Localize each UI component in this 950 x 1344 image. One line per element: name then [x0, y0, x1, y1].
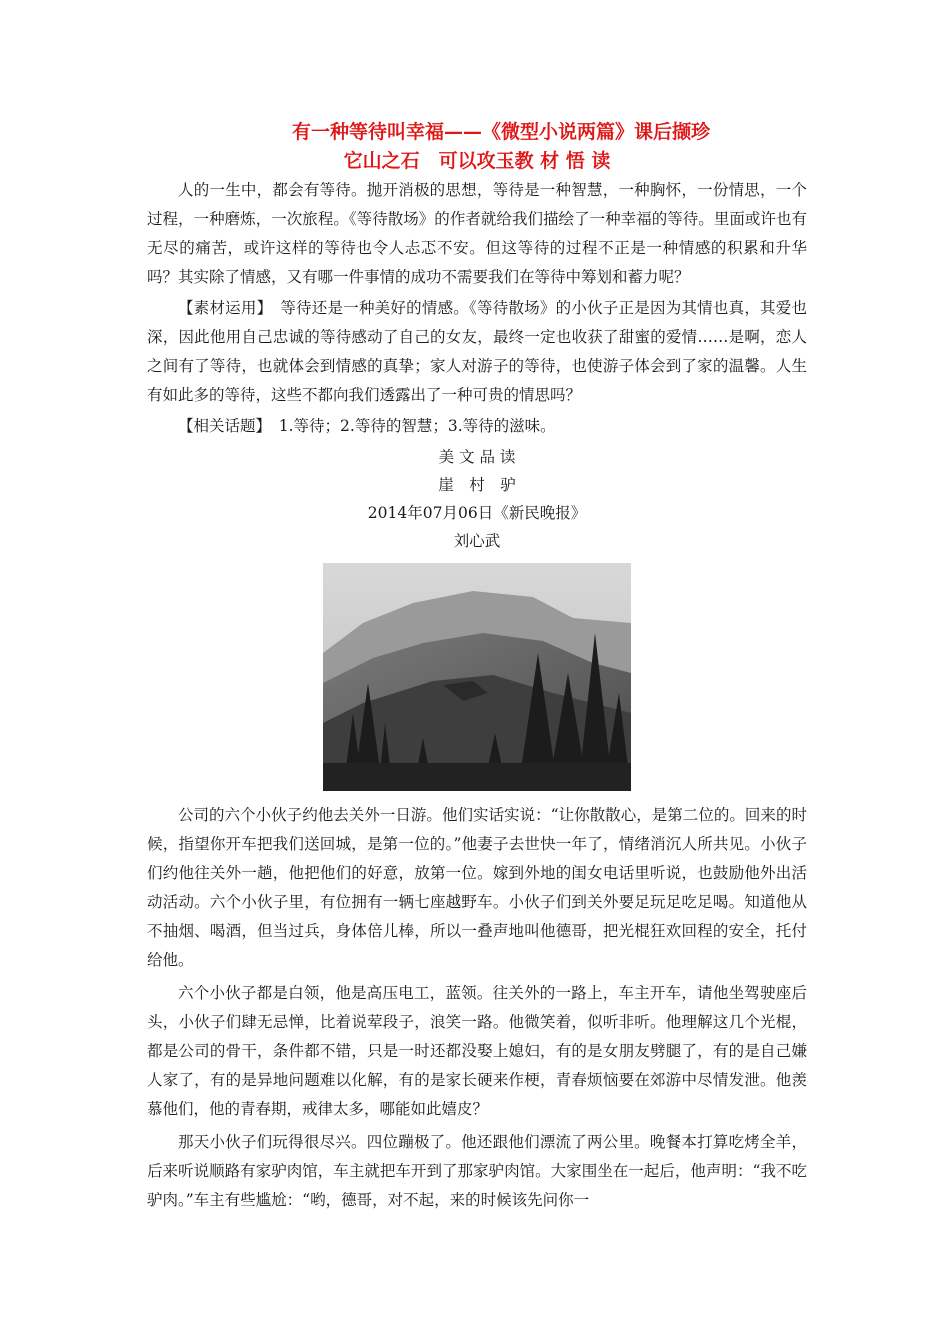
body-paragraph-3: 那天小伙子们玩得很尽兴。四位蹦极了。他还跟他们漂流了两公里。晚餐本打算吃烤全羊，后来听说顺路有家驴肉馆，车主就把车开到了那家驴肉馆。大家围坐在一起后，他声明：“我不吃驴肉。”车主有些尴尬：“哟，德哥，对不起，来的时候该先问你一	[147, 1133, 807, 1209]
body-paragraph-1: 公司的六个小伙子约他去关外一日游。他们实话实说：“让你散散心，是第二位的。回来的时候，指望你开车把我们送回城，是第一位的。”他妻子去世快一年了，情绪消沉人所共见。小伙子们约他往关外一趟，他把他们的好意，放第一位。嫁到外地的闺女电话里听说，也鼓励他外出活动活动。六个小伙子里，有位拥有一辆七座越野车。小伙子们到关外要足玩足吃足喝。知道他从不抽烟、喝酒，但当过兵，身体倍儿棒，所以一叠声地叫他德哥，把光棍狂欢回程的安全，托付给他。	[147, 806, 807, 969]
section-heading: 美 文 品 读	[438, 448, 516, 466]
document-content	[147, 118, 807, 1219]
intro-paragraph: 人的一生中，都会有等待。抛开消极的思想，等待是一种智慧，一种胸怀，一份情思，一个过程，一种磨炼，一次旅程。《等待散场》的作者就给我们描绘了一种幸福的等待。里面或许也有无尽的痛苦，或许这样的等待也令人忐忑不安。但这等待的过程不正是一种情感的积累和升华吗？其实除了情感，又有哪一件事情的成功不需要我们在等待中筹划和蓄力呢？	[147, 181, 807, 286]
article-source: 2014年07月06日《新民晚报》	[367, 504, 587, 522]
mountain-photo-image	[323, 563, 631, 791]
mountain-photo	[323, 563, 631, 791]
related-topics-paragraph: 【相关话题】 1.等待；2.等待的智慧；3.等待的滋味。	[178, 417, 556, 435]
article-author: 刘心武	[453, 532, 501, 550]
material-usage-paragraph: 【素材运用】 等待还是一种美好的情感。《等待散场》的小伙子正是因为其情也真，其爱也深，因此他用自己忠诚的等待感动了自己的女友，最终一定也收获了甜蜜的爱情……是啊，恋人之间有了等待，也就体会到情感的真挚；家人对游子的等待，也使游子体会到了家的温馨。人生有如此多的等待，这些不都向我们透露出了一种可贵的情思吗？	[147, 299, 807, 404]
document-subtitle: 它山之石 可以攻玉教 材 悟 读	[343, 150, 611, 172]
document-title: 有一种等待叫幸福——《微型小说两篇》课后撷珍	[291, 121, 710, 143]
article-title: 崖 村 驴	[438, 476, 516, 494]
body-paragraph-2: 六个小伙子都是白领，他是高压电工，蓝领。往关外的一路上，车主开车，请他坐驾驶座后头，小伙子们肆无忌惮，比着说荤段子，浪笑一路。他微笑着，似听非听。他理解这几个光棍，都是公司的骨干，条件都不错，只是一时还都没娶上媳妇，有的是女朋友劈腿了，有的是自己嫌人家了，有的是异地问题难以化解，有的是家长硬来作梗，青春烦恼要在郊游中尽情发泄。他羡慕他们，他的青春期，戒律太多，哪能如此嬉皮？	[147, 984, 807, 1118]
